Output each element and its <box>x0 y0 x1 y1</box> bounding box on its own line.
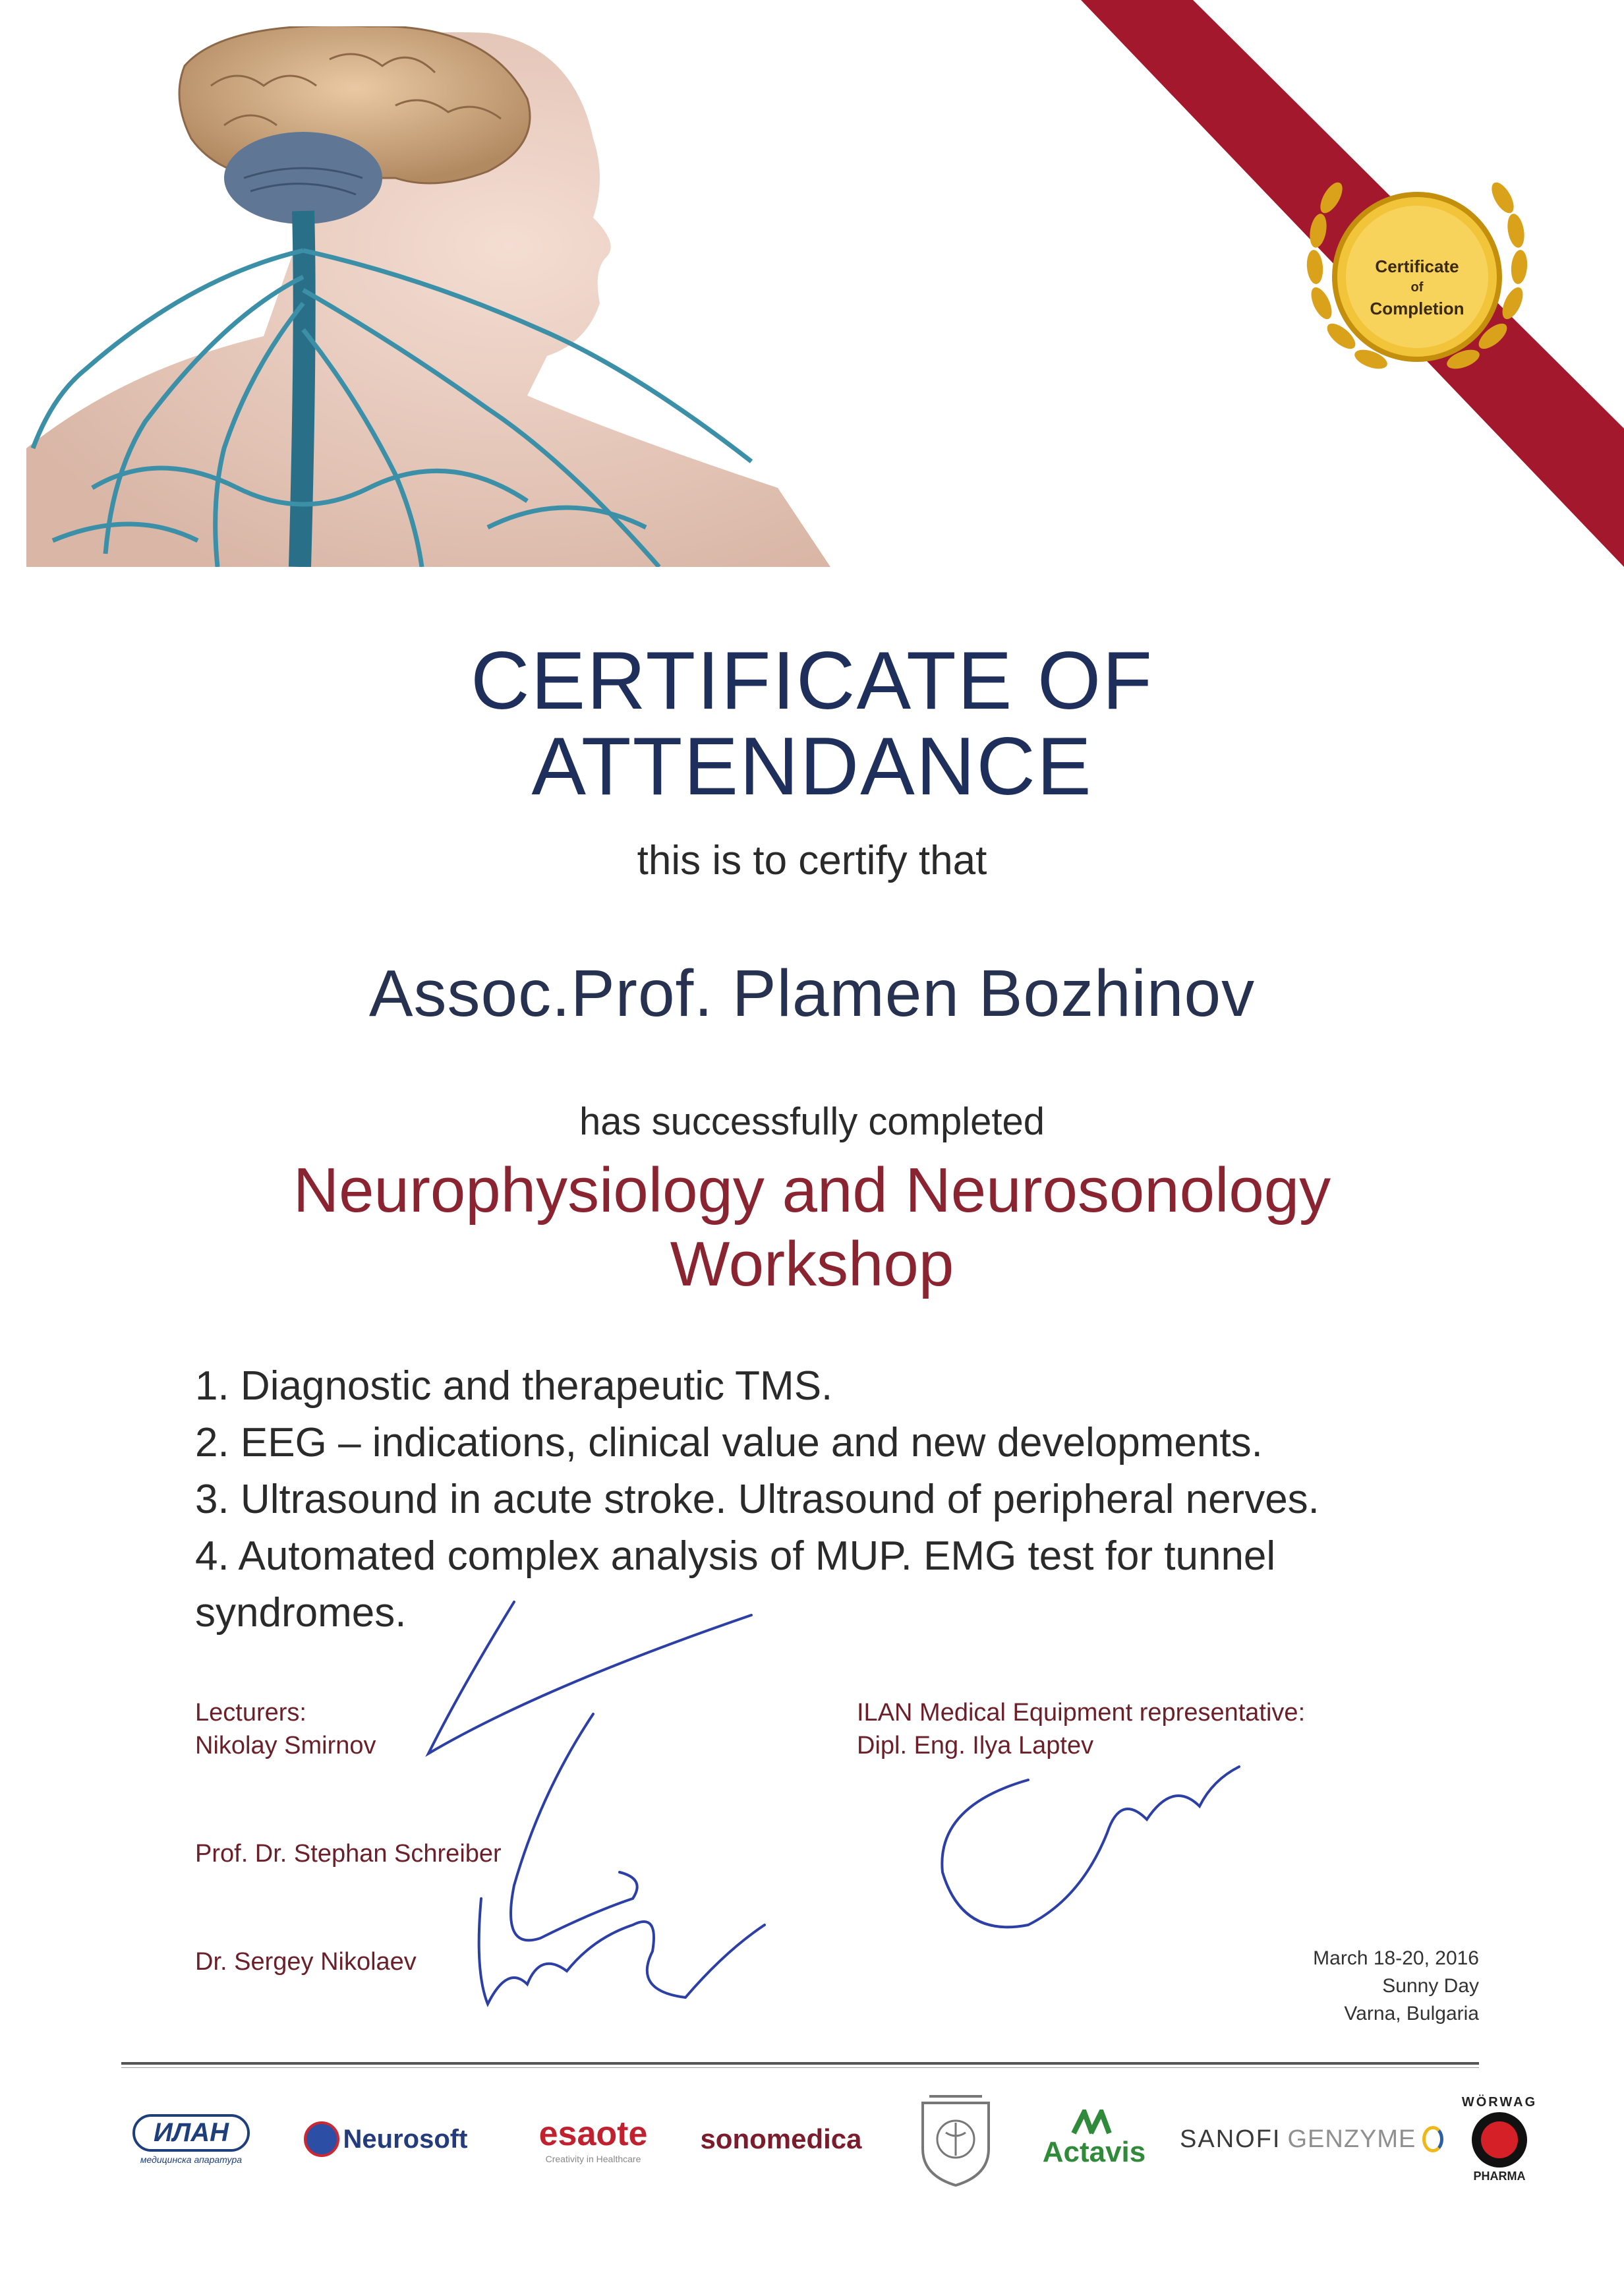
seal-text <box>1331 256 1503 319</box>
venue-block <box>1313 1945 1479 2028</box>
actavis-mark-icon <box>1071 2110 1117 2136</box>
representative-label: ILAN Medical Equipment representative: <box>857 1699 1306 1727</box>
sponsor-neurosoft <box>290 2090 481 2189</box>
seal-line2: of <box>1410 280 1424 295</box>
seal-line1: Certificate <box>1375 256 1459 276</box>
lecturer-name: Prof. Dr. Stephan Schreiber <box>195 1840 502 1868</box>
footer-rule-thin <box>121 2067 1479 2068</box>
venue-place: Sunny Day <box>1382 1975 1479 1997</box>
seal-line3: Completion <box>1370 299 1464 318</box>
sponsor-esaote <box>514 2090 672 2189</box>
topic-item: 3. Ultrasound in acute stroke. Ultrasound of peripheral nerves. <box>195 1477 1320 1522</box>
lecturers-label: Lecturers: <box>195 1699 306 1727</box>
neck-nerves-illustration <box>26 26 830 567</box>
course-title <box>0 1154 1624 1301</box>
signature-laptev <box>942 1767 1239 1927</box>
sponsor-university-crest <box>903 2090 1008 2189</box>
sponsor-sonomedica <box>692 2090 870 2189</box>
course-line2: Workshop <box>670 1229 954 1299</box>
sponsor-worwag <box>1450 2090 1549 2189</box>
topic-item: 1. Diagnostic and therapeutic TMS. <box>195 1363 833 1409</box>
ilan-sub: медицинска апаратура <box>140 2154 243 2165</box>
title-line1: CERTIFICATE OF <box>470 635 1154 726</box>
sponsor-sanofi-genzyme <box>1180 2090 1443 2189</box>
worwag-logo: WÖRWAG <box>1461 2095 1538 2110</box>
esaote-logo: esaote <box>538 2115 648 2153</box>
topic-item: 4. Automated complex analysis of MUP. EMG test for tunnel <box>195 1533 1276 1579</box>
genzyme-swirl-icon <box>1422 2126 1443 2152</box>
genzyme-logo: GENZYME <box>1287 2125 1416 2153</box>
esaote-sub: Creativity in Healthcare <box>545 2154 641 2164</box>
topic-item: 2. EEG – indications, clinical value and new developments. <box>195 1420 1263 1465</box>
university-crest-icon <box>913 2090 999 2189</box>
signature-nikolaev <box>479 1899 765 2004</box>
recipient-name: Assoc.Prof. Plamen Bozhinov <box>368 957 1256 1030</box>
certify-text: this is to certify that <box>637 838 987 883</box>
footer-rule <box>121 2062 1479 2065</box>
sponsor-actavis <box>1028 2090 1160 2189</box>
neurosoft-logo: Neurosoft <box>343 2124 468 2154</box>
actavis-logo: Actavis <box>1042 2136 1146 2168</box>
lecturer-name: Dr. Sergey Nikolaev <box>195 1948 417 1976</box>
completed-text: has successfully completed <box>579 1100 1045 1143</box>
signature-schreiber <box>511 1714 637 1940</box>
lecturer-name: Nikolay Smirnov <box>195 1732 376 1759</box>
sanofi-logo: SANOFI <box>1180 2125 1281 2153</box>
venue-date: March 18-20, 2016 <box>1313 1947 1479 1969</box>
topic-item: syndromes. <box>195 1590 407 1636</box>
worwag-pharma: PHARMA <box>1473 2170 1526 2183</box>
worwag-mark-icon <box>1470 2110 1529 2170</box>
ilan-logo: ИЛАН <box>132 2114 250 2152</box>
neurosoft-globe-icon <box>304 2121 339 2157</box>
sponsor-ilan <box>112 2090 270 2189</box>
course-line1: Neurophysiology and Neurosonology <box>293 1155 1331 1225</box>
venue-city: Varna, Bulgaria <box>1344 2003 1479 2024</box>
topics-list <box>195 1358 1487 1641</box>
representative-name: Dipl. Eng. Ilya Laptev <box>857 1732 1094 1759</box>
sonomedica-logo: sonomedica <box>700 2123 862 2154</box>
title-line2: ATTENDANCE <box>531 721 1093 812</box>
